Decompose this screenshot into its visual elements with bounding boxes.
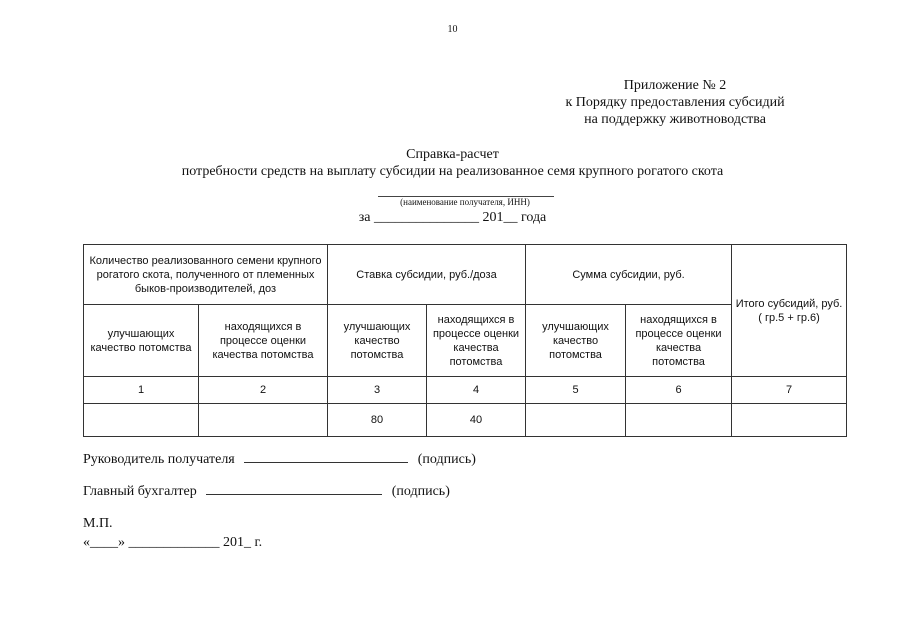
column-number: 6	[626, 377, 732, 404]
column-number: 2	[199, 377, 328, 404]
title-line-2: потребности средств на выплату субсидии на реализованное семя крупного рогатого скота	[181, 164, 724, 179]
header-total	[732, 245, 847, 377]
table-cell[interactable]	[84, 404, 199, 437]
header-total-label: Итого субсидий, руб.	[735, 297, 843, 310]
table-cell[interactable]: 80	[328, 404, 427, 437]
document-title	[0, 146, 905, 180]
column-number-row	[84, 377, 847, 404]
column-number: 5	[526, 377, 626, 404]
appendix-line-3: на поддержку животноводства	[584, 112, 766, 127]
head-signature-line	[83, 450, 476, 468]
column-number: 4	[427, 377, 526, 404]
recipient-caption: (наименование получателя, ИНН)	[400, 197, 530, 207]
header-quantity: Количество реализованного семени крупного рогатого скота, полученного от племенных быков-производителей, доз	[84, 245, 328, 305]
table-cell[interactable]	[526, 404, 626, 437]
column-number: 7	[732, 377, 847, 404]
header-sum: Сумма субсидии, руб.	[526, 245, 732, 305]
table-cell[interactable]: 40	[427, 404, 526, 437]
report-period: за _______________ 201__ года	[358, 210, 547, 225]
column-number: 1	[84, 377, 199, 404]
table-cell[interactable]	[626, 404, 732, 437]
subsidy-table	[83, 244, 847, 437]
table-cell[interactable]	[199, 404, 328, 437]
subheader-cell: улучшающих качество потомства	[526, 305, 626, 377]
table-cell[interactable]	[732, 404, 847, 437]
header-rate: Ставка субсидии, руб./доза	[328, 245, 526, 305]
title-line-1: Справка-расчет	[406, 147, 499, 162]
stamp-label: М.П.	[83, 516, 113, 531]
subheader-cell: находящихся в процессе оценки качества потомства	[199, 305, 328, 377]
head-signature-field[interactable]	[244, 450, 408, 463]
page-number: 10	[447, 24, 458, 35]
head-signature-note: (подпись)	[417, 452, 476, 467]
appendix-line-1: Приложение № 2	[623, 78, 727, 93]
column-number: 3	[328, 377, 427, 404]
accountant-label: Главный бухгалтер	[83, 484, 197, 499]
subheader-cell: находящихся в процессе оценки качества потомства	[626, 305, 732, 377]
head-label: Руководитель получателя	[83, 452, 235, 467]
appendix-line-2: к Порядку предоставления субсидий	[565, 95, 785, 110]
appendix-header	[515, 77, 835, 128]
table-header-row	[84, 245, 847, 305]
date-line[interactable]: «____» _____________ 201_ г.	[83, 535, 263, 550]
accountant-signature-line	[83, 482, 450, 500]
accountant-signature-field[interactable]	[206, 482, 382, 495]
table-row	[84, 404, 847, 437]
header-total-formula: ( гр.5 + гр.6)	[758, 311, 820, 324]
subheader-cell: находящихся в процессе оценки качества потомства	[427, 305, 526, 377]
subheader-cell: улучшающих качество потомства	[84, 305, 199, 377]
accountant-signature-note: (подпись)	[391, 484, 450, 499]
subheader-cell: улучшающих качество потомства	[328, 305, 427, 377]
